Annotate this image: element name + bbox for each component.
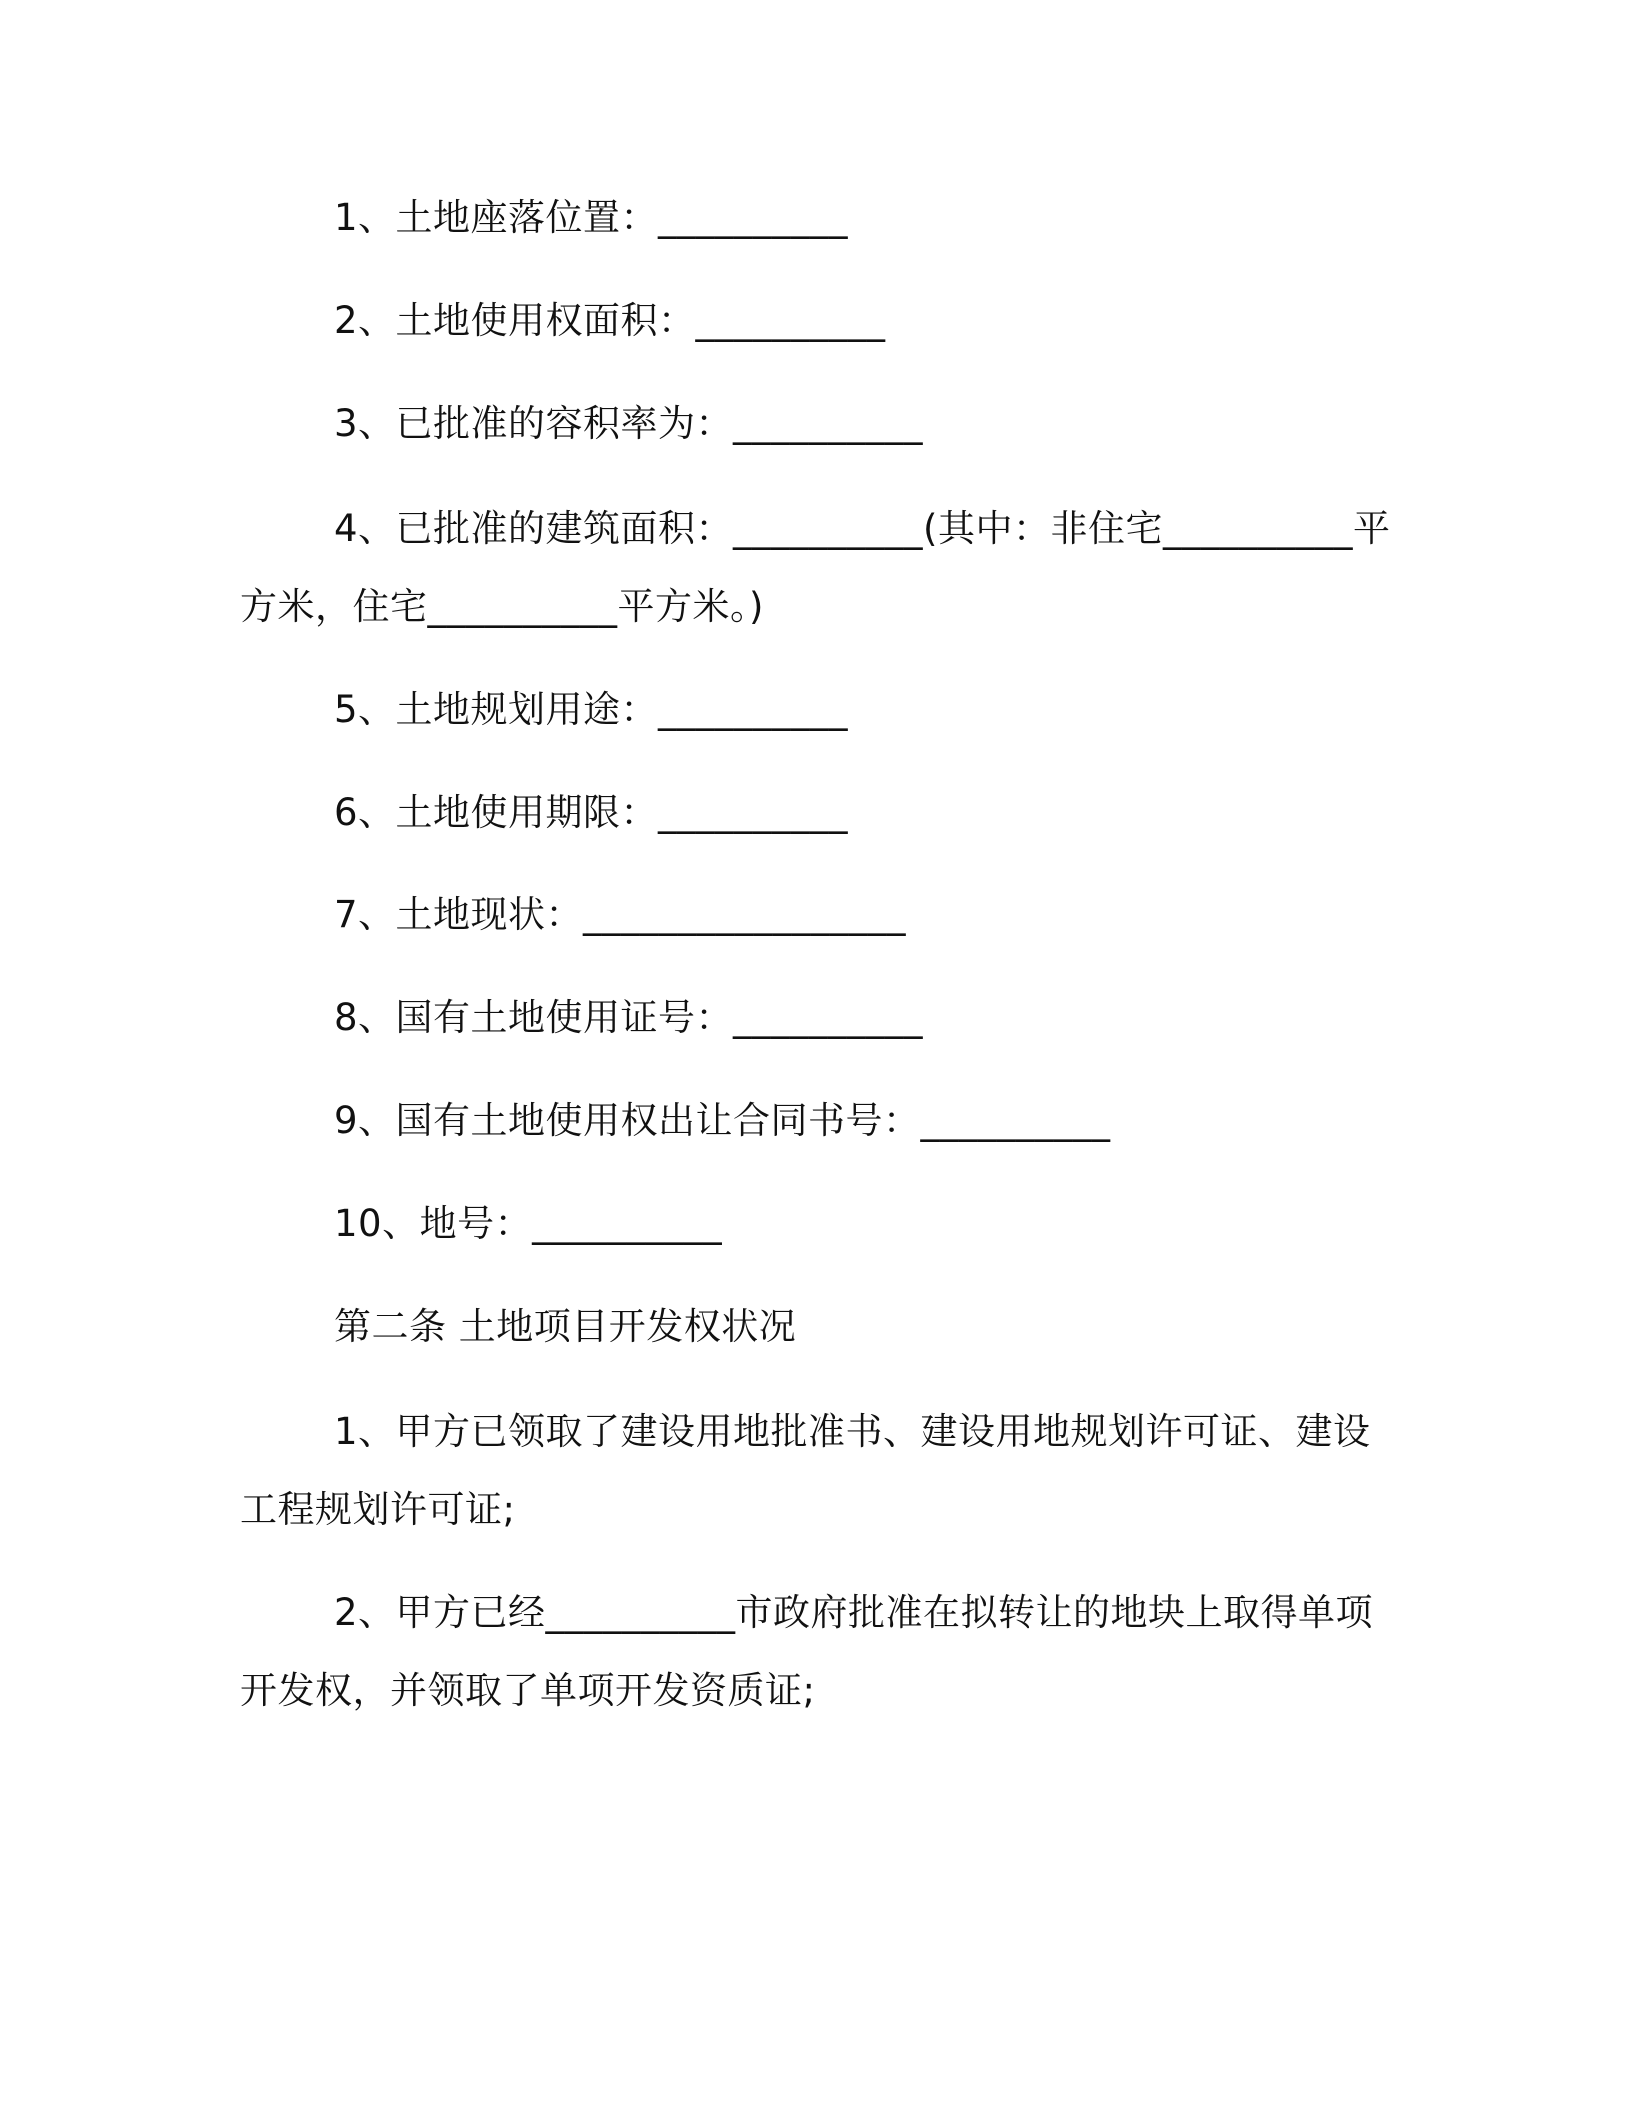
item-building-area: 4、已批准的建筑面积：__________(其中：非住宅__________平方米，住宅__________平方米。)	[240, 507, 1391, 628]
item-plot-ratio: 3、已批准的容积率为：__________	[334, 402, 924, 445]
section-item-2: 2、甲方已经__________市政府批准在拟转让的地块上取得单项开发权，并领取了单项开发资质证;	[240, 1591, 1374, 1712]
item-land-term: 6、土地使用期限：__________	[334, 791, 849, 834]
section-item-1: 1、甲方已领取了建设用地批准书、建设用地规划许可证、建设工程规划许可证;	[240, 1410, 1371, 1531]
item-land-certificate: 8、国有土地使用证号：__________	[334, 996, 924, 1039]
item-land-status: 7、土地现状：_________________	[334, 893, 907, 936]
item-land-use: 5、土地规划用途：__________	[334, 688, 849, 731]
item-land-area: 2、土地使用权面积：__________	[334, 299, 886, 342]
section-heading: 第二条 土地项目开发权状况	[334, 1305, 797, 1348]
item-land-location: 1、土地座落位置：__________	[334, 196, 849, 239]
item-contract-number: 9、国有土地使用权出让合同书号：__________	[334, 1099, 1111, 1142]
item-lot-number: 10、地号：__________	[334, 1202, 723, 1245]
